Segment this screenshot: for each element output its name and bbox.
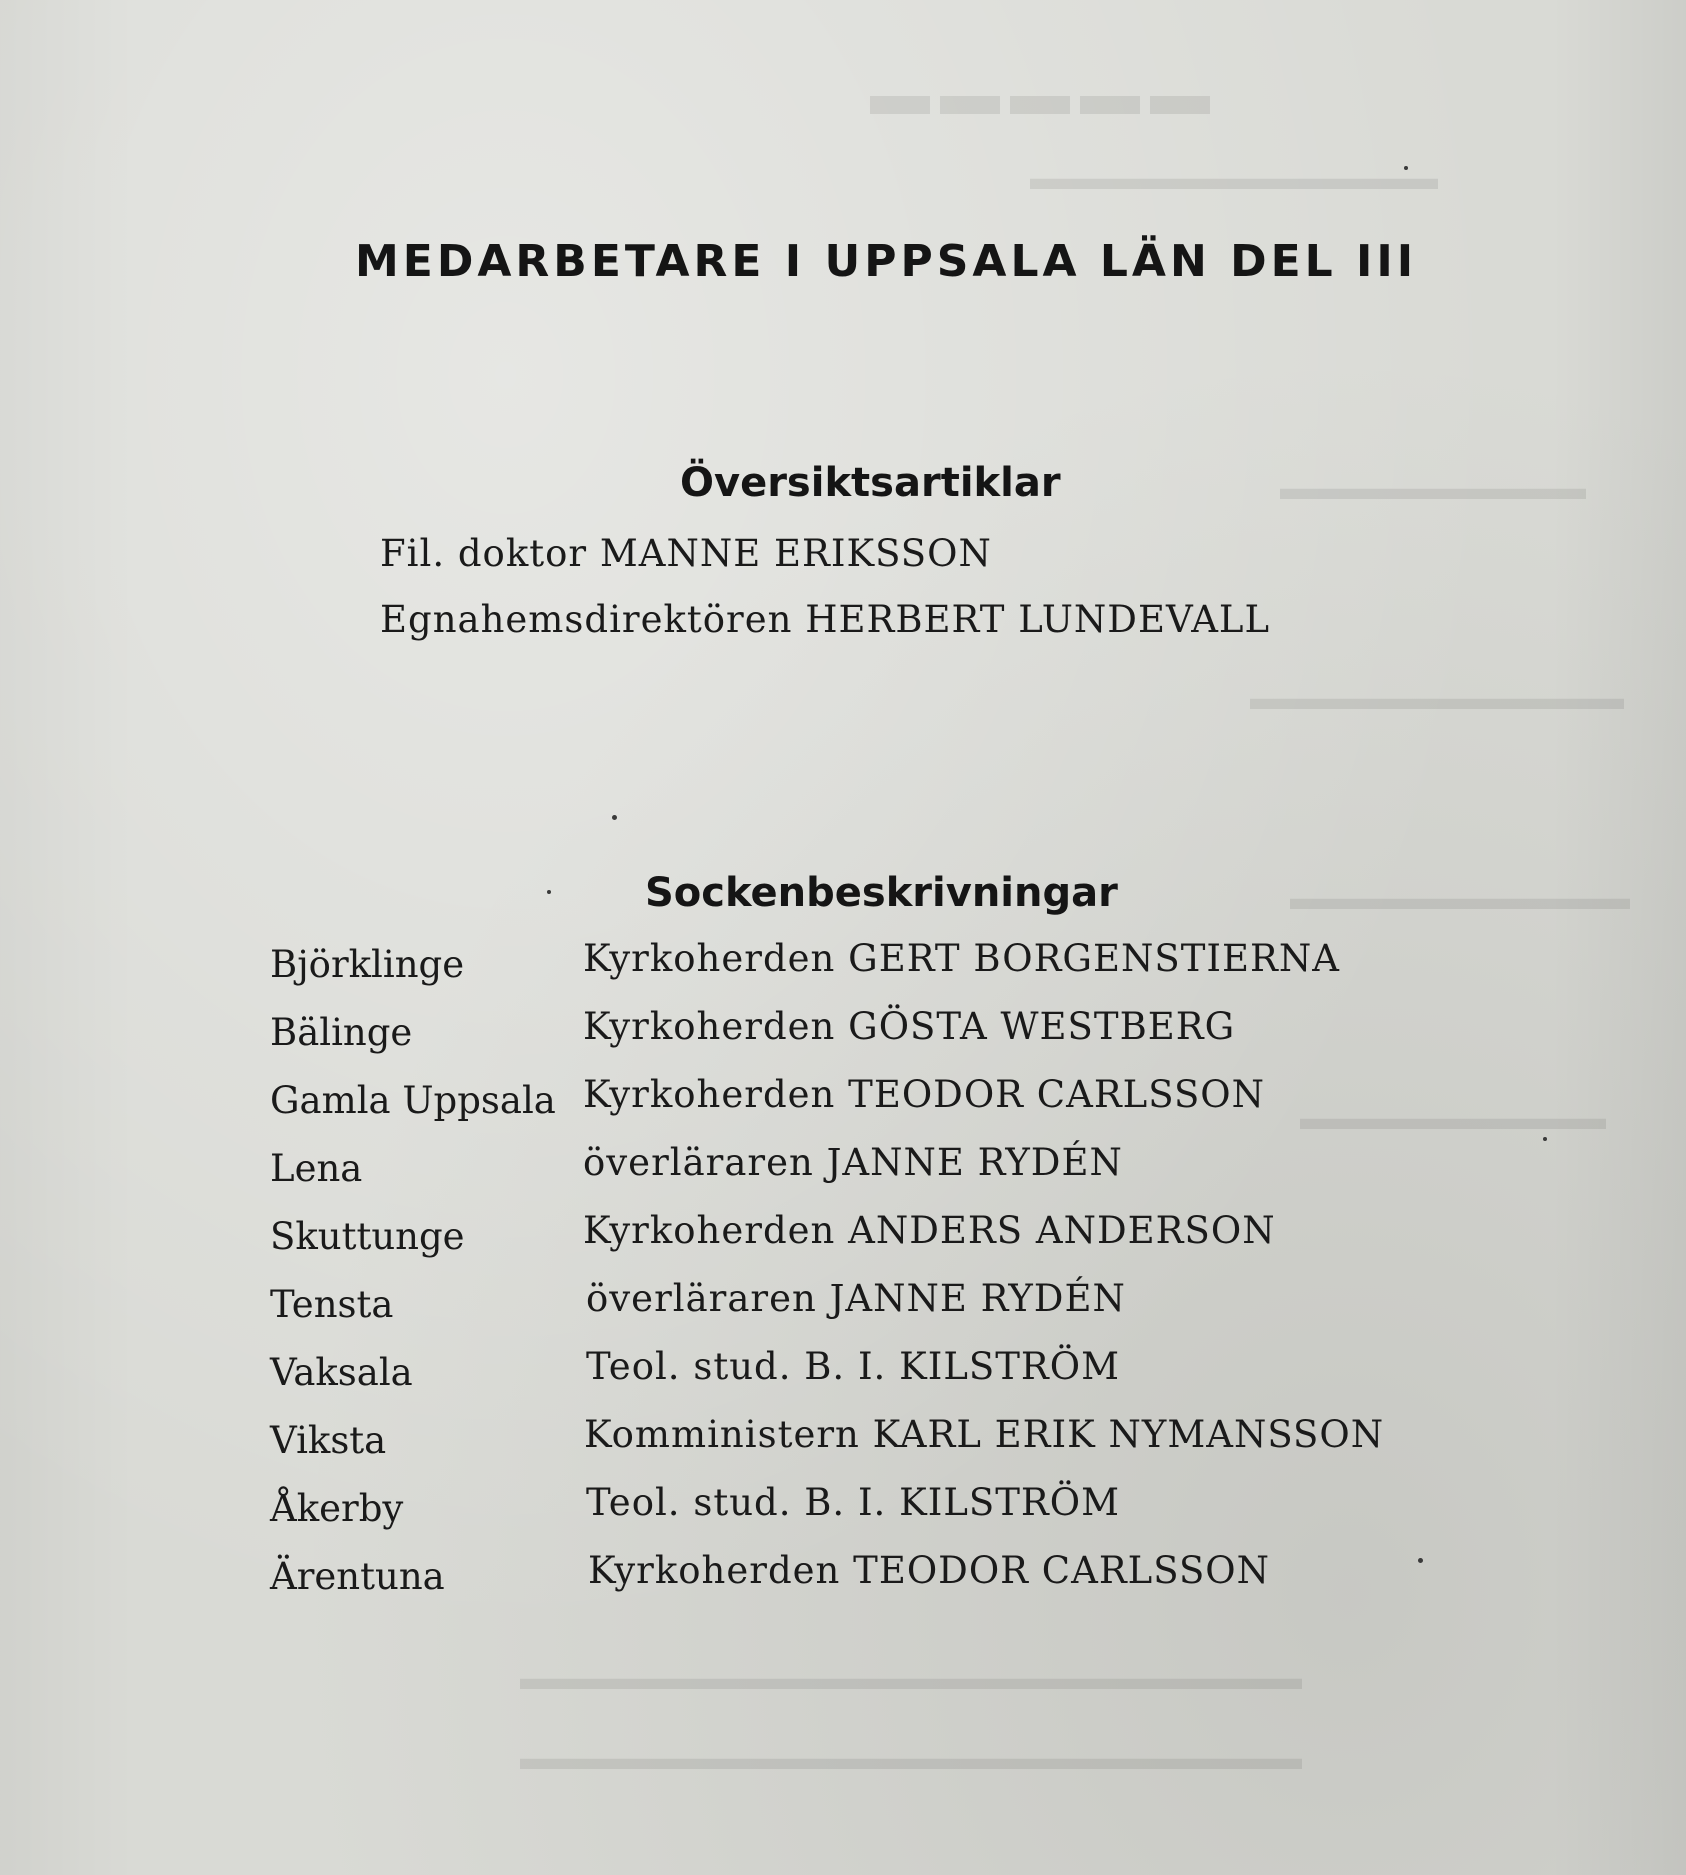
show-through-bleed: ▬▬▬▬▬▬▬▬▬▬▬▬▬▬▬▬▬▬▬▬▬▬▬ [520,1660,1302,1697]
paper-speck [1543,1137,1547,1141]
page-title: MEDARBETARE I UPPSALA LÄN DEL III [355,236,1418,287]
parish-name: Åkerby [270,1487,404,1530]
parish-row [270,1345,1510,1411]
parish-row [270,1005,1510,1071]
show-through-bleed: ▬▬▬▬▬▬▬▬▬▬▬▬ [1030,160,1438,197]
parishes-heading: Sockenbeskrivningar [645,870,1118,916]
parish-contributor: överläraren JANNE RYDÉN [583,1141,1123,1184]
parish-name: Skuttunge [270,1215,465,1258]
parish-contributor: Teol. stud. B. I. KILSTRÖM [586,1481,1121,1524]
paper-speck [1404,166,1408,170]
parish-contributor: Kyrkoherden TEODOR CARLSSON [588,1549,1270,1592]
paper-speck [1418,1558,1423,1563]
parish-name: Gamla Uppsala [270,1079,556,1122]
show-through-bleed: ▬▬▬▬▬ [870,61,1220,127]
parish-row [270,1413,1510,1479]
parish-name: Bälinge [270,1011,413,1054]
parish-contributor: Komministern KARL ERIK NYMANSSON [584,1413,1385,1456]
show-through-bleed: ▬▬▬▬▬▬▬▬▬ [1280,470,1586,507]
parish-name: Tensta [270,1283,394,1326]
paper-speck [612,815,617,820]
parish-name: Vaksala [270,1351,413,1394]
parish-row [270,1549,1510,1615]
parish-row [270,937,1510,1003]
show-through-bleed: ▬▬▬▬▬▬▬▬▬▬▬▬▬▬▬▬▬▬▬▬▬▬▬ [520,1740,1302,1777]
parish-row [270,1277,1510,1343]
overview-author: Fil. doktor MANNE ERIKSSON [380,532,992,575]
parish-contributor: överläraren JANNE RYDÉN [586,1277,1126,1320]
parish-row [270,1141,1510,1207]
parish-name: Viksta [270,1419,387,1462]
parish-row [270,1073,1510,1139]
parish-contributor: Teol. stud. B. I. KILSTRÖM [586,1345,1121,1388]
parish-row [270,1209,1510,1275]
show-through-bleed: ▬▬▬▬▬▬▬▬▬ [1300,1100,1606,1137]
paper-speck [547,890,551,894]
parish-contributor: Kyrkoherden ANDERS ANDERSON [583,1209,1276,1252]
overview-heading: Översiktsartiklar [680,460,1061,506]
parish-name: Björklinge [270,943,465,986]
parish-name: Lena [270,1147,363,1190]
parish-contributor: Kyrkoherden TEODOR CARLSSON [583,1073,1265,1116]
show-through-bleed: ▬▬▬▬▬▬▬▬▬▬ [1290,880,1630,917]
show-through-bleed: ▬▬▬▬▬▬▬▬▬▬▬ [1250,680,1624,717]
parish-contributor: Kyrkoherden GERT BORGENSTIERNA [583,937,1340,980]
parish-name: Ärentuna [270,1555,445,1598]
overview-author: Egnahemsdirektören HERBERT LUNDEVALL [380,598,1271,641]
parish-row [270,1481,1510,1547]
parish-contributor: Kyrkoherden GÖSTA WESTBERG [583,1005,1236,1048]
